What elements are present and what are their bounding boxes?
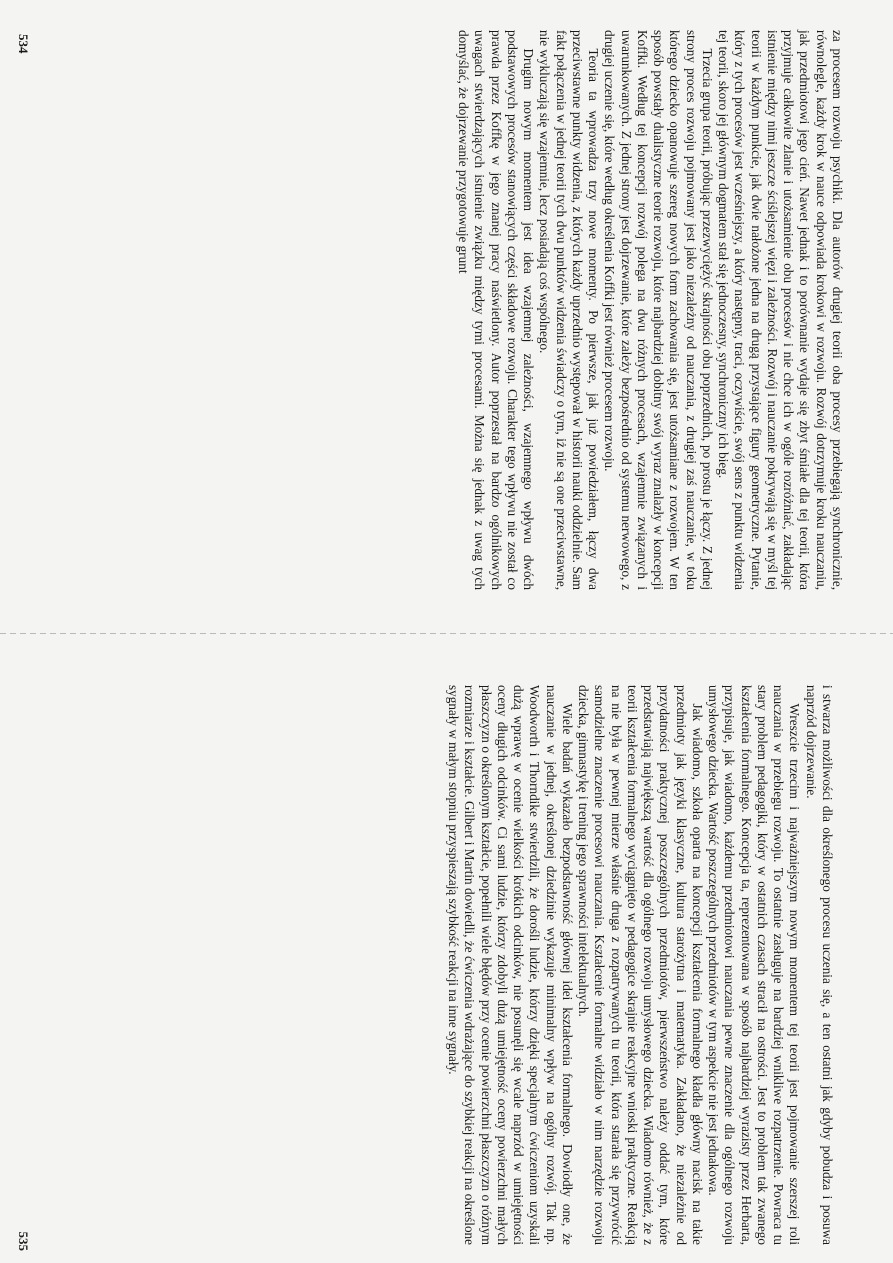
paragraph: Wreszcie trzecim i najważniejszym nowym momentem tej teorii jest pojmowanie szerszej roli nauczania w przebiegu rozwoju. To ostatnie zasługuje na bardziej wnikliwe rozpatrzenie. Powraca tu stary problem pedagogiki, który w ostatnich czasach stracił na ostrości. Jest to problem tak zwanego kształcenia formalnego. Koncepcja ta, reprezentowana w sposób najbardziej wyrazisty przez Herbarta, przypisuje, jak wiadomo, każdemu przedmiotowi nauczania pewne znaczenie dla ogólnego rozwoju umysłowego dziecka. Wartość poszczególnych przedmiotów w tym aspekcie nie jest jednakowa. [706,685,803,1245]
paragraph: i stwarza możliwości dla określonego procesu uczenia się, a ten ostatni jak gdyby pobudza i posuwa naprzód dojrzewanie. [803,685,835,1245]
text-column [455,30,845,590]
page-fold-line [0,633,893,634]
paragraph: za procesem rozwoju psychiki. Dla autorów drugiej teorii oba procesy przebiegają synchronicznie, równolegle, każdy krok w nauce odpowiada krokowi w rozwoju. Rozwój dotrzymuje kroku nauczaniu, jak przedmiotowi jego cień. Nawet jednak i to porównanie wydaje się zbyt śmiałe dla tej teorii, która przyjmuje całkowite zlanie i utożsamienie obu procesów i nie chce ich w ogóle rozróżniać, zakładając istnienie między nimi jeszcze ściślejszej więzi i zależności. Rozwój i nauczanie pokrywają się w myśl tej teorii w każdym punkcie, jak dwie nałożone jedna na drugą przystające figury geometryczne. Pytanie, który z tych procesów jest wcześniejszy, a który następny, traci, oczywiście, swój sens z punktu widzenia tej teorii, skoro jej głównym dogmatem stał się jednoczesny, synchroniczny ich bieg. [716,30,845,590]
paragraph: Drugim nowym momentem jest idea wzajemnej zależności, wzajemnego wpływu dwóch podstawowych procesów stanowiących części składowe rozwoju. Charakter tego wpływu nie został co prawda przez Koffkę w jego znanej pracy naświetlony. Autor poprzestał na bardzo ogólnikowych uwagach stwierdzających istnienie związku między tymi procesami. Można się jednak z uwag tych domyślać, że dojrzewanie przygotowuje grunt [456,30,537,590]
page-535 [15,665,875,1255]
page-number: 535 [16,1231,31,1251]
text-column [445,685,835,1245]
paragraph: Teoria ta wprowadza trzy nowe momenty. Po pierwsze, jak już powiedziałem, łączy dwa przeciwstawne punkty widzenia, z których każdy uprzednio występował w historii nauki oddzielnie. Sam fakt połączenia w jednej teorii tych dwu punktów widzenia świadczy o tym, iż nie są one przeciwstawne, nie wykluczają się wzajemnie, lecz posiadają coś wspólnego. [537,30,602,590]
paragraph: Trzecia grupa teorii, próbując przezwyciężyć skrajności obu poprzednich, po prostu je łączy. Z jednej strony proces rozwoju pojmowany jest jako niezależny od nauczania, z drugiej zaś nauczanie, w toku którego dziecko opanowuje szereg nowych form zachowania się, jest utożsamiane z rozwojem. W ten sposób powstały dualistyczne teorie rozwoju, które najbardziej dobitny swój wyraz znalazły w koncepcji Koffki. Według tej koncepcji rozwój polega na dwu różnych procesach, wzajemnie związanych i uwarunkowanych. Z jednej strony jest dojrzewanie, które zależy bezpośrednio od systemu nerwowego, z drugiej uczenie się, które według określenia Koffki jest również procesem rozwoju. [602,30,715,590]
paragraph: Wiele badań wykazało bezpodstawność głównej idei kształcenia formalnego. Dowiodły one, że nauczanie w jednej, określonej dziedzinie wykazuje minimalny wpływ na ogólny rozwój. Tak np. Woodworth i Thorndike stwierdzili, że dorośli ludzie, którzy dzięki specjalnym ćwiczeniom uzyskali dużą wprawę w ocenie wielkości krótkich odcinków, nie posunęli się wcale naprzód w umiejętności oceny długich odcinków. Ci sami ludzie, którzy zdobyli dużą umiejętność oceny powierzchni małych płaszczyzn o określonym kształcie, popełnili wiele błędów przy ocenie powierzchni płaszczyzn o różnym rozmiarze i kształcie. Gilbert i Martin dowiedli, że ćwiczenia wdrażające do szybkiej reakcji na określone sygnały w małym stopniu przyspieszają szybkość reakcji na inne sygnały. [446,685,575,1245]
page-534 [15,30,875,630]
paragraph: Jak wiadomo, szkoła oparta na koncepcji kształcenia formalnego kładła główny nacisk na takie przedmioty jak języki klasyczne, kultura starożytna i matematyka. Zakładano, że niezależnie od przydatności praktycznej poszczególnych przedmiotów, pierwszeństwo należy oddać tym, które przedstawiają największą wartość dla ogólnego rozwoju umysłowego dziecka. Wiadomo również, że z teorii kształcenia formalnego wyciągnięto w pedagogice skrajnie reakcyjne wnioski praktyczne. Reakcją na nie była w pewnej mierze właśnie druga z rozpatrywanych tu teorii, która starała się przywrócić samodzielne znaczenie procesowi nauczania. Kształcenie formalne widziało w nim narzędzie rozwoju dziecka, gimnastykę i trening jego sprawności intelektualnych. [576,685,705,1245]
page-number: 534 [16,34,31,54]
